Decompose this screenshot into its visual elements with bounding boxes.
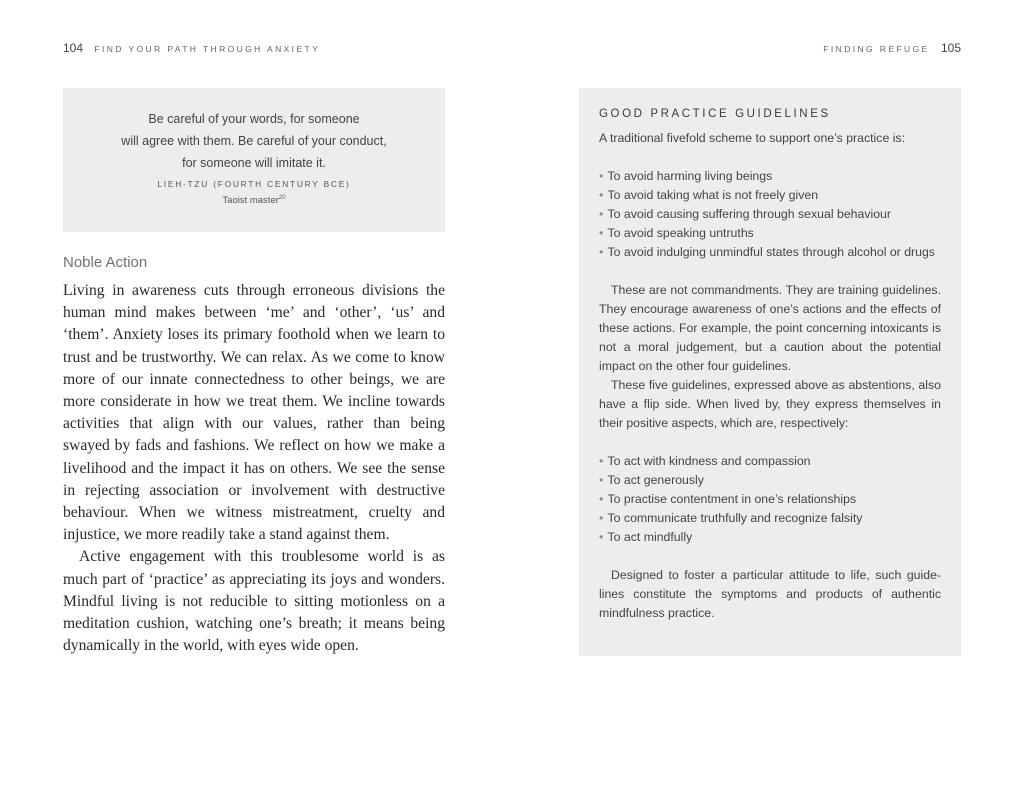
list-item bbox=[599, 224, 941, 243]
list-item-text: To act with kindness and compassion bbox=[607, 454, 811, 468]
right-running-head bbox=[823, 41, 961, 55]
list-item-text: To act generously bbox=[607, 473, 704, 487]
spacer bbox=[599, 433, 941, 452]
list-item-text: To avoid causing suffering through sexual behaviour bbox=[607, 207, 891, 221]
epigraph-line: Be careful of your words, for someone bbox=[148, 112, 360, 126]
epigraph-box bbox=[63, 88, 445, 232]
epigraph-line: will agree with them. Be careful of your conduct, bbox=[121, 134, 387, 148]
author-role-text: Taoist master bbox=[222, 195, 279, 207]
guidelines-title: GOOD PRACTICE GUIDELINES bbox=[599, 108, 831, 120]
bullet-icon: • bbox=[599, 454, 604, 468]
bullet-icon: • bbox=[599, 169, 604, 183]
spacer bbox=[599, 547, 941, 566]
bullet-icon: • bbox=[599, 226, 604, 240]
bullet-icon: • bbox=[599, 492, 604, 506]
list-item-text: To avoid indulging unmindful states through alcohol or drugs bbox=[607, 245, 935, 259]
guidelines-paragraph: These five guidelines, expressed above as abstentions, also have a flip side. When lived by, they express themselves in their positive aspects, which are, respectively: bbox=[599, 378, 941, 430]
list-item bbox=[599, 167, 941, 186]
list-item-text: To practise contentment in one’s relationships bbox=[607, 492, 857, 506]
guidelines-paragraph: These are not commandments. They are training guidelines. They encourage awareness of one’s actions and the effects of these actions. For example, the point concerning intoxicants is not a moral judgement, but a caution about the potential impact on the other four guidelines. bbox=[599, 283, 941, 373]
left-running-head bbox=[63, 41, 320, 55]
body-paragraph: Living in awareness cuts through erroneous divisions the human mind makes between ‘me’ and ‘other’, ‘us’ and ‘them’. Anxiety loses its primary foothold when we learn to trust and be trustworthy. We can relax. As we come to know more of our innate connectedness to other beings, we are more considerate in how we treat them. We incline towards activities that align with our values, rather than being swayed by fads and fashions. We reflect on how we make a livelihood and the impact it has on others. We see the sense in rejecting association or involvement with destructive behaviour. When we witness mistreatment, cruelty and injustice, we more readily take a stand against them. bbox=[63, 282, 445, 544]
list-item bbox=[599, 205, 941, 224]
bullet-icon: • bbox=[599, 245, 604, 259]
right-running-title: FINDING REFUGE bbox=[823, 44, 930, 54]
list-item bbox=[599, 452, 941, 471]
footnote-reference: 20 bbox=[278, 195, 286, 201]
body-paragraph: Active engagement with this troublesome world is as much part of ‘practice’ as appreciating its joys and wonders. Mindful living is not reducible to sitting motionless on a meditation cushion, watching one’s breath; it means being dynamically in the world, with eyes wide open. bbox=[63, 548, 445, 655]
list-item-text: To act mindfully bbox=[607, 530, 693, 544]
epigraph-author: LIEH-TZU (FOURTH CENTURY BCE) bbox=[157, 179, 351, 189]
bullet-icon: • bbox=[599, 511, 604, 525]
list-item bbox=[599, 186, 941, 205]
body-text bbox=[63, 280, 445, 657]
guidelines-closing-paragraph: Designed to foster a particular attitude to life, such guide-lines constitute the symptoms and products of authentic mindfulness practice. bbox=[599, 568, 941, 620]
spacer bbox=[599, 262, 941, 281]
guidelines-box bbox=[579, 88, 961, 656]
list-item-text: To avoid harming living beings bbox=[607, 169, 773, 183]
list-item bbox=[599, 490, 941, 509]
list-item-text: To communicate truthfully and recognize falsity bbox=[607, 511, 863, 525]
epigraph-text bbox=[63, 88, 445, 174]
epigraph-author-role bbox=[63, 195, 445, 206]
list-item bbox=[599, 509, 941, 528]
positive-aspects-list bbox=[599, 452, 941, 547]
abstentions-list bbox=[599, 167, 941, 262]
list-item bbox=[599, 528, 941, 547]
bullet-icon: • bbox=[599, 530, 604, 544]
list-item bbox=[599, 471, 941, 490]
left-page-number: 104 bbox=[63, 41, 84, 55]
list-item bbox=[599, 243, 941, 262]
right-page-number: 105 bbox=[940, 41, 961, 55]
left-running-title: FIND YOUR PATH THROUGH ANXIETY bbox=[94, 44, 321, 54]
bullet-icon: • bbox=[599, 188, 604, 202]
spacer bbox=[599, 148, 941, 167]
section-heading: Noble Action bbox=[63, 254, 148, 271]
list-item-text: To avoid taking what is not freely given bbox=[607, 188, 819, 202]
epigraph-line: for someone will imitate it. bbox=[182, 156, 326, 170]
list-item-text: To avoid speaking untruths bbox=[607, 226, 754, 240]
bullet-icon: • bbox=[599, 473, 604, 487]
bullet-icon: • bbox=[599, 207, 604, 221]
guidelines-intro: A traditional fivefold scheme to support one’s practice is: bbox=[599, 131, 905, 145]
